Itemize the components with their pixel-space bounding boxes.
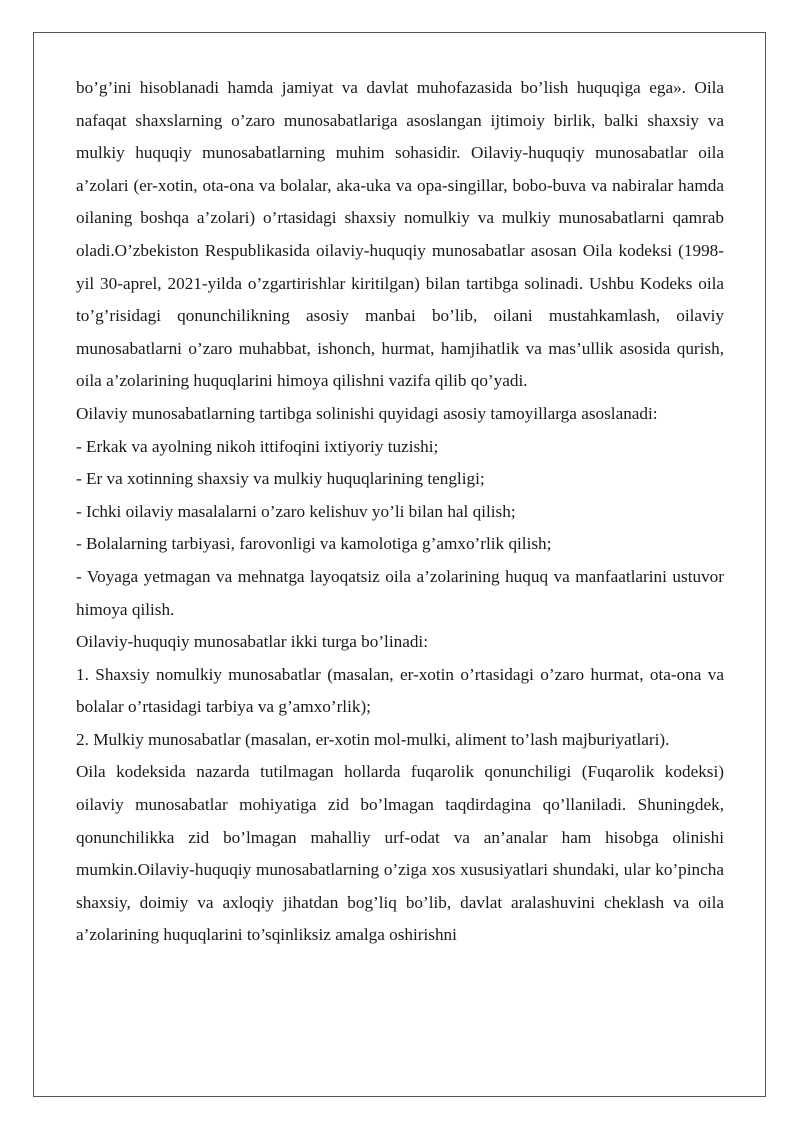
paragraph-4: Oila kodeksida nazarda tutilmagan hollarda fuqarolik qonunchiligi (Fuqarolik kodeksi) oilaviy munosabatlar mohiyatiga zid bo’lmagan taqdirdagina qo’llaniladi. Shuningdek, qonunchilikka zid bo’lmagan mahalliy urf-odat va an’analar ham hisobga olinishi mumkin.Oilaviy-huquqiy munosabatlarning o’ziga xos xususiyatlari shundaki, ular ko’pincha shaxsiy, doimiy va axloqiy jihatdan bog’liq bo’lib, davlat aralashuvini cheklash va oila a’zolarining huquqlarini to’sqinliksiz amalga oshirishni xyxy=(76,762,724,945)
list-item-5: - Voyaga yetmagan va mehnatga layoqatsiz oila a’zolarining huquq va manfaatlarini ustuvor himoya qilish. xyxy=(76,566,724,619)
numbered-item-2: 2. Mulkiy munosabatlar (masalan, er-xotin mol-mulki, aliment to’lash majburiyatlari). xyxy=(76,729,670,749)
document-body xyxy=(76,72,724,952)
paragraph-1: bo’g’ini hisoblanadi hamda jamiyat va davlat muhofazasida bo’lish huquqiga ega». Oila nafaqat shaxslarning o’zaro munosabatlariga asoslangan ijtimoiy birlik, balki shaxsiy va mulkiy huquqiy munosabatlarning muhim sohasidir. Oilaviy-huquqiy munosabatlar oila a’zolari (er-xotin, ota-ona va bolalar, aka-uka va opa-singillar, bobo-buva va nabiralar hamda oilaning boshqa a’zolari) o’rtasidagi shaxsiy nomulkiy va mulkiy munosabatlarni qamrab oladi.O’zbekiston Respublikasida oilaviy-huquqiy munosabatlar asosan Oila kodeksi (1998-yil 30-aprel, 2021-yilda o’zgartirishlar kiritilgan) bilan tartibga solinadi. Ushbu Kodeks oila to’g’risidagi qonunchilikning asosiy manbai bo’lib, oilani mustahkamlash, oilaviy munosabatlarni o’zaro muhabbat, ishonch, hurmat, hamjihatlik va mas’ullik asosida qurish, oila a’zolarining huquqlarini himoya qilishni vazifa qilib qo’yadi. xyxy=(76,78,724,391)
list-item-1: - Erkak va ayolning nikoh ittifoqini ixtiyoriy tuzishi; xyxy=(76,436,439,456)
paragraph-3: Oilaviy-huquqiy munosabatlar ikki turga bo’linadi: xyxy=(76,632,428,652)
paragraph-2: Oilaviy munosabatlarning tartibga solinishi quyidagi asosiy tamoyillarga asoslanadi: xyxy=(76,403,658,423)
list-item-2: - Er va xotinning shaxsiy va mulkiy huquqlarining tengligi; xyxy=(76,469,485,489)
numbered-item-1: 1. Shaxsiy nomulkiy munosabatlar (masalan, er-xotin o’rtasidagi o’zaro hurmat, ota-ona va bolalar o’rtasidagi tarbiya va g’amxo’rlik); xyxy=(76,664,724,717)
list-item-4: - Bolalarning tarbiyasi, farovonligi va kamolotiga g’amxo’rlik qilish; xyxy=(76,534,552,554)
list-item-3: - Ichki oilaviy masalalarni o’zaro kelishuv yo’li bilan hal qilish; xyxy=(76,501,516,521)
